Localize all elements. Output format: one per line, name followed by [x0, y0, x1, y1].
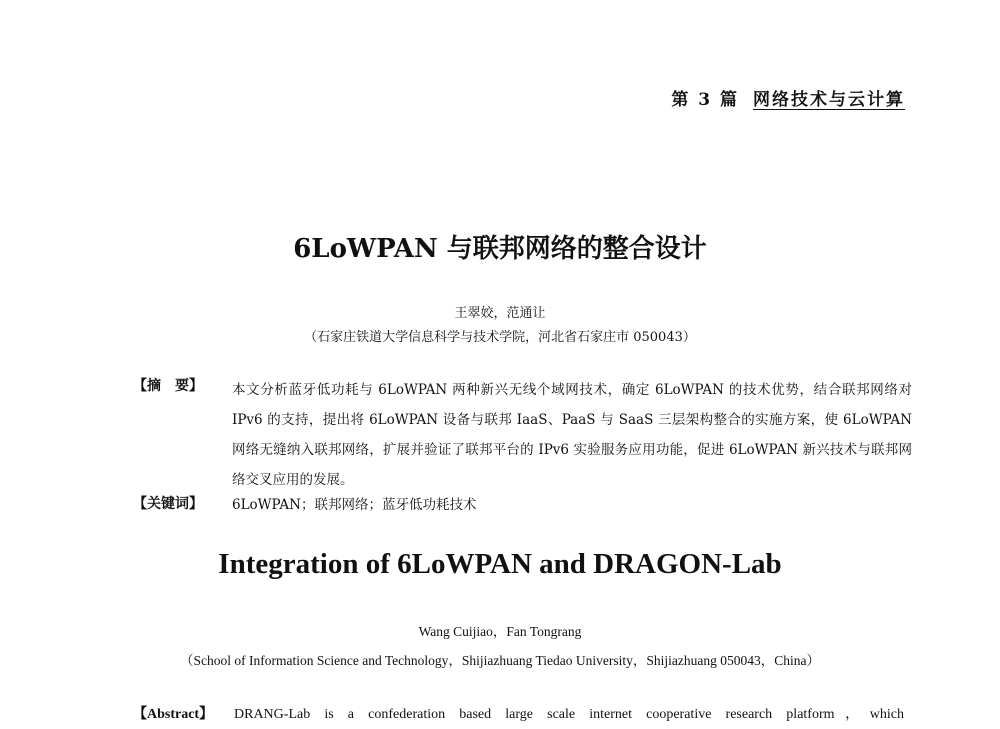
abstract-en-text: DRANG-Lab is a confederation based large scale internet cooperative research platform，which [234, 707, 904, 722]
keywords-cn-label: 【关键词】 [133, 496, 203, 512]
chapter-label: 第 3 篇 [671, 90, 739, 110]
paper-title-en: Integration of 6LoWPAN and DRAGON-Lab [218, 548, 782, 580]
paper-title-cn: 6LoWPAN 与联邦网络的整合设计 [293, 234, 707, 264]
affiliation-cn: （石家庄铁道大学信息科学与技术学院，河北省石家庄市 050043） [304, 330, 696, 345]
affiliation-en: （School of Information Science and Technology，Shijiazhuang Tiedao University，Shijiazhuang 050043，China） [180, 653, 820, 668]
abstract-cn-label: 【摘 要】 [133, 378, 203, 394]
authors-cn: 王翠姣，范通让 [454, 306, 546, 321]
page-header [671, 85, 905, 110]
authors-en: Wang Cuijiao，Fan Tongrang [418, 624, 582, 639]
keywords-cn-text: 6LoWPAN；联邦网络；蓝牙低功耗技术 [232, 497, 477, 513]
abstract-cn-text: 本文分析蓝牙低功耗与 6LoWPAN 两种新兴无线个域网技术，确定 6LoWPAN 的技术优势，结合联邦网络对 IPv6 的支持，提出将 6LoWPAN 设备与联邦 IaaS、PaaS 与 SaaS 三层架构整合的实施方案，使 6LoWPAN 网络无缝纳入联邦网络，扩展并验证了联邦平台的 IPv6 实验服务应用功能，促进 6LoWPAN 新兴技术与联邦网络交叉应用的发展。 [232, 382, 912, 488]
section-label: 网络技术与云计算 [753, 90, 905, 110]
abstract-en-label: 【Abstract】 [133, 707, 214, 722]
